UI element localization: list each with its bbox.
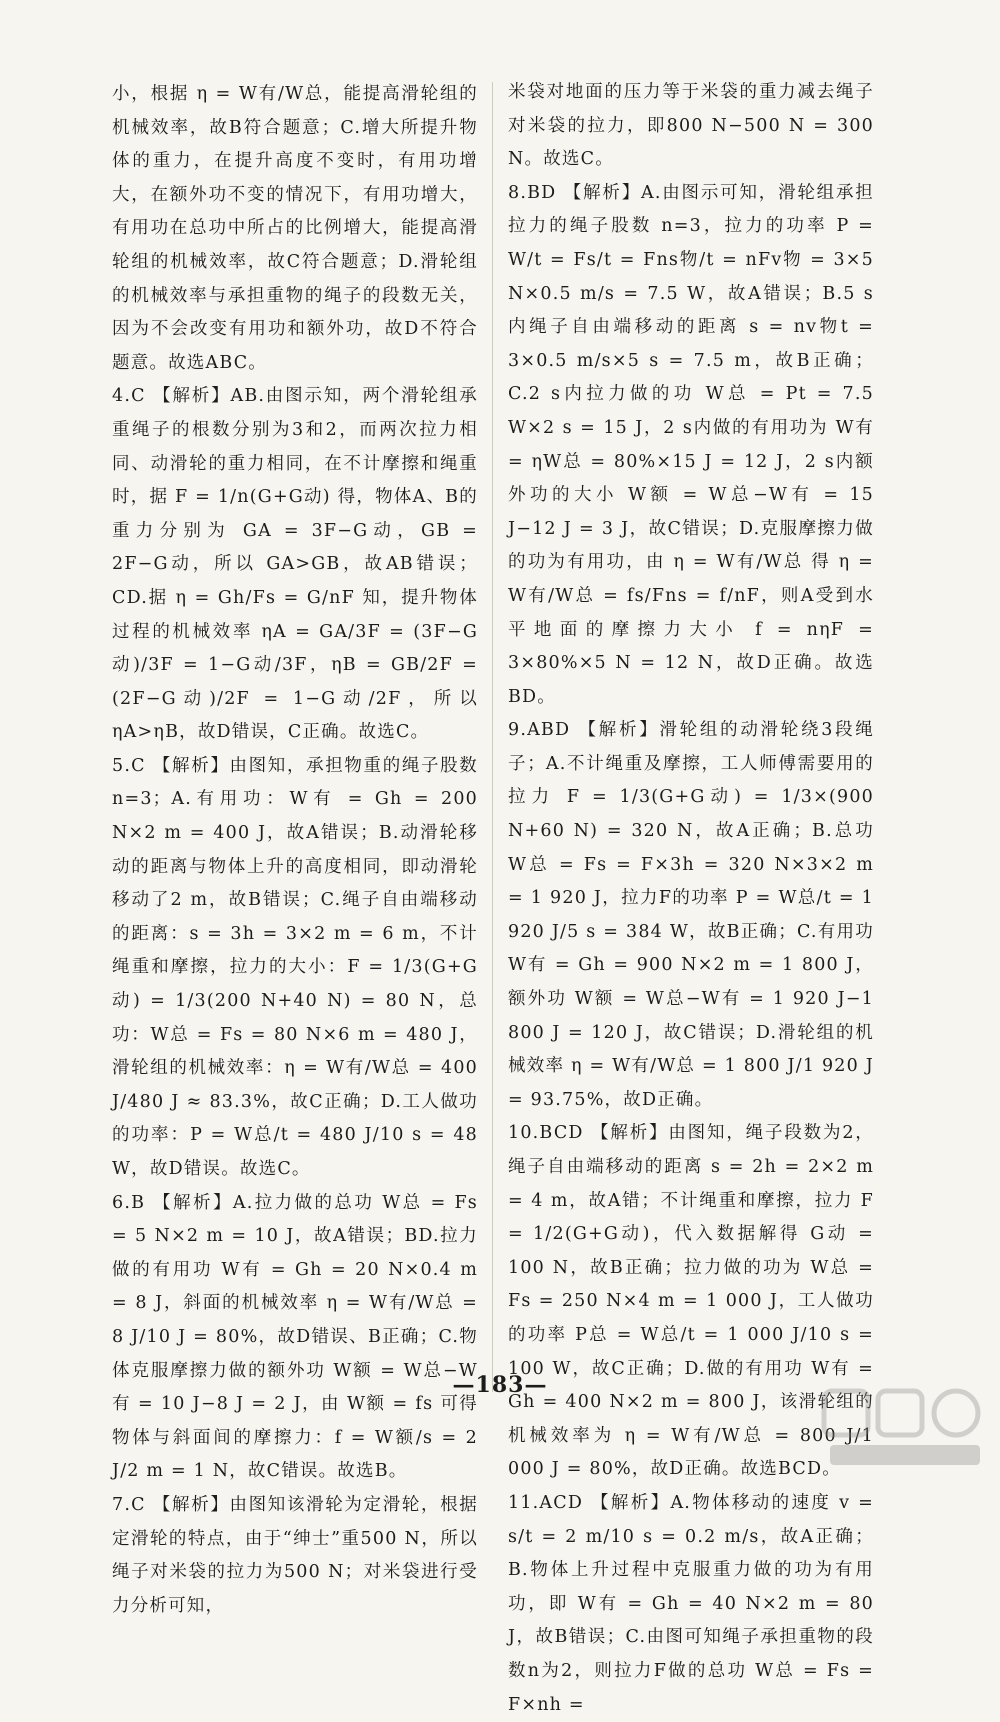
answer-4: 4.C 【解析】AB.由图示知，两个滑轮组承重绳子的根数分别为3和2，而两次拉力相同、动滑轮的重力相同，在不计摩擦和绳重时，据 F = 1/n(G+G动) 得，物体A、B的重力分别为 GA = 3F−G动，GB = 2F−G动，所以 GA>GB，故AB错误；CD.据 η = Gh/Fs = G/nF 知，提升物体过程的机械效率 ηA = GA/3F = (3F−G动)/3F = 1−G动/3F，ηB = GB/2F = (2F−G动)/2F = 1−G动/2F，所以 ηA>ηB，故D错误，C正确。故选C。 <box>112 386 478 743</box>
answer-10: 10.BCD 【解析】由图知，绳子段数为2，绳子自由端移动的距离 s = 2h = 2×2 m = 4 m，故A错；不计绳重和摩擦，拉力 F = 1/2(G+G动)，代入数据解得 G动 = 100 N，故B正确；拉力做的功为 W总 = Fs = 250 N×4 m = 1 000 J，工人做功的功率 P总 = W总/t = 1 000 J/10 s = 100 W，故C正确；D.做的有用功 W有 = Gh = 400 N×2 m = 800 J，该滑轮组的机械效率为 η = W有/W总 = 800 J/1 000 J = 80%，故D正确。故选BCD。 <box>508 1123 874 1480</box>
answer-8: 8.BD 【解析】A.由图示可知，滑轮组承担拉力的绳子股数 n=3，拉力的功率 P = W/t = Fs/t = Fns物/t = nFv物 = 3×5 N×0.5 m/s = 7.5 W，故A错误；B.5 s内绳子自由端移动的距离 s = nv物t = 3×0.5 m/s×5 s = 7.5 m，故B正确；C.2 s内拉力做的功 W总 = Pt = 7.5 W×2 s = 15 J，2 s内做的有用功为 W有 = ηW总 = 80%×15 J = 12 J，2 s内额外功的大小 W额 = W总−W有 = 15 J−12 J = 3 J，故C错误；D.克服摩擦力做的功为有用功，由 η = W有/W总 得 η = W有/W总 = fs/Fns = f/nF，则A受到水平地面的摩擦力大小 f = nηF = 3×80%×5 N = 12 N，故D正确。故选BD。 <box>508 182 874 707</box>
answer-9: 9.ABD 【解析】滑轮组的动滑轮绕3段绳子；A.不计绳重及摩擦，工人师傅需要用的拉力 F = 1/3(G+G动) = 1/3×(900 N+60 N) = 320 N，故A正确；B.总功 W总 = Fs = F×3h = 320 N×3×2 m = 1 920 J，拉力F的功率 P = W总/t = 1 920 J/5 s = 384 W，故B正确；C.有用功 W有 = Gh = 900 N×2 m = 1 800 J，额外功 W额 = W总−W有 = 1 920 J−1 800 J = 120 J，故C错误；D.滑轮组的机械效率 η = W有/W总 = 1 800 J/1 920 J = 93.75%，故D正确。 <box>508 720 874 1110</box>
column-divider <box>492 82 493 1392</box>
page-number: —183— <box>452 1372 548 1398</box>
answer-7: 7.C 【解析】由图知该滑轮为定滑轮，根据定滑轮的特点，由于“绅士”重500 N，所以绳子对米袋的拉力为500 N；对米袋进行受力分析可知， <box>112 1494 478 1616</box>
answer-6: 6.B 【解析】A.拉力做的总功 W总 = Fs = 5 N×2 m = 10 J，故A错误；BD.拉力做的有用功 W有 = Gh = 20 N×0.4 m = 8 J，斜面的机械效率 η = W有/W总 = 8 J/10 J = 80%，故D错误、B正确；C.物体克服摩擦力做的额外功 W额 = W总−W有 = 10 J−8 J = 2 J，由 W额 = fs 可得物体与斜面间的摩擦力：f = W额/s = 2 J/2 m = 1 N，故C错误。故选B。 <box>112 1192 478 1482</box>
answer-7-continued: 米袋对地面的压力等于米袋的重力减去绳子对米袋的拉力，即800 N−500 N = 300 N。故选C。 <box>508 82 874 170</box>
watermark-logo-icon <box>818 1385 988 1471</box>
paragraph-continuation: 小，根据 η = W有/W总，能提高滑轮组的机械效率，故B符合题意；C.增大所提升物体的重力，在提升高度不变时，有用功增大，在额外功不变的情况下，有用功增大，有用功在总功中所占的比例增大，能提高滑轮组的机械效率，故C符合题意；D.滑轮组的机械效率与承担重物的绳子的段数无关，因为不会改变有用功和额外功，故D不符合题意。故选ABC。 <box>112 84 478 373</box>
right-column <box>508 76 874 1722</box>
answer-5: 5.C 【解析】由图知，承担物重的绳子股数 n=3；A.有用功：W有 = Gh = 200 N×2 m = 400 J，故A错误；B.动滑轮移动的距离与物体上升的高度相同，即动滑轮移动了2 m，故B错误；C.绳子自由端移动的距离：s = 3h = 3×2 m = 6 m，不计绳重和摩擦，拉力的大小：F = 1/3(G+G动) = 1/3(200 N+40 N) = 80 N，总功：W总 = Fs = 80 N×6 m = 480 J，滑轮组的机械效率：η = W有/W总 = 400 J/480 J ≈ 83.3%，故C正确；D.工人做功的功率：P = W总/t = 480 J/10 s = 48 W，故D错误。故选C。 <box>112 755 478 1179</box>
answer-11: 11.ACD 【解析】A.物体移动的速度 v = s/t = 2 m/10 s = 0.2 m/s，故A正确；B.物体上升过程中克服重力做的功为有用功，即 W有 = Gh = 40 N×2 m = 80 J，故B错误；C.由图可知绳子承担重物的段数n为2，则拉力F做的总功 W总 = Fs = F×nh = <box>508 1492 874 1715</box>
